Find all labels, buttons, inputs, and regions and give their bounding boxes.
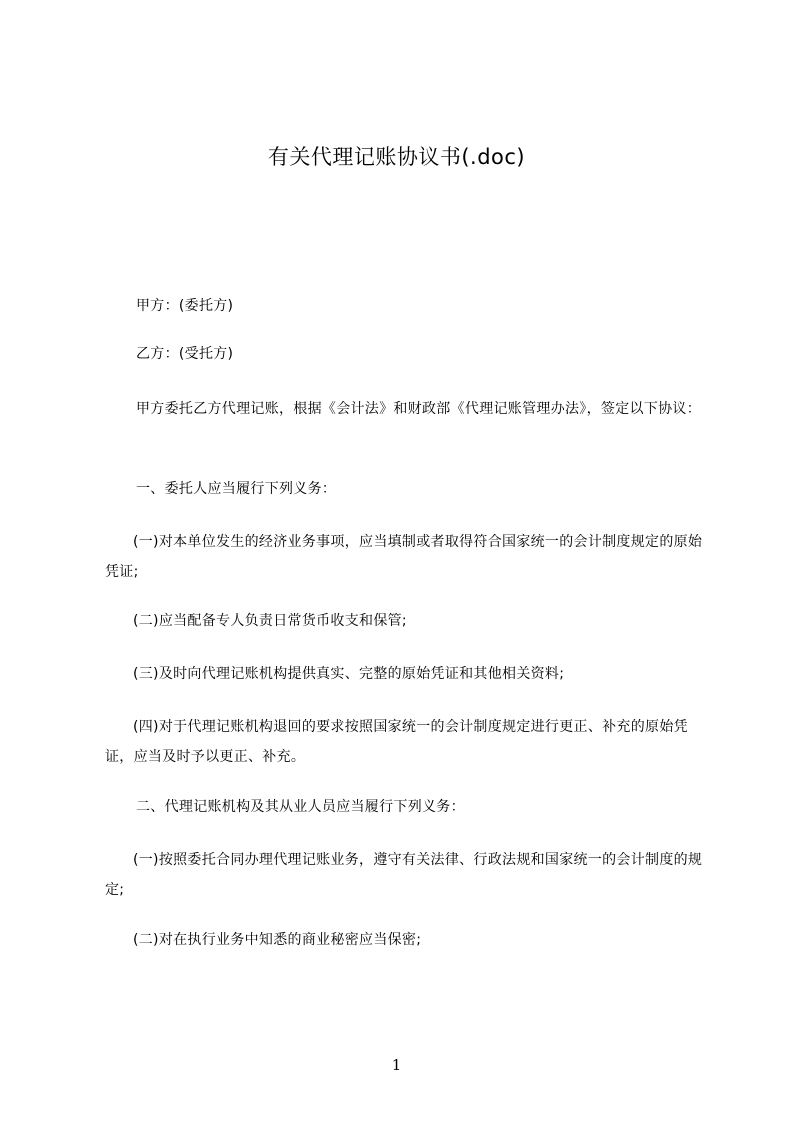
party-b-line: 乙方：(受托方) <box>136 346 234 362</box>
section-two-item-2: (二)对在执行业务中知悉的商业秘密应当保密; <box>133 932 422 948</box>
section-two-heading: 二、代理记账机构及其从业人员应当履行下列义务： <box>136 799 465 815</box>
party-a-line: 甲方：(委托方) <box>136 298 234 314</box>
intro-paragraph: 甲方委托乙方代理记账，根据《会计法》和财政部《代理记账管理办法》，签定以下协议： <box>136 401 701 417</box>
section-one-item-4: (四)对于代理记账机构退回的要求按照国家统一的会计制度规定进行更正、补充的原始凭证，应当及时予以更正、补充。 <box>105 719 688 765</box>
section-one-item-3: (三)及时向代理记账机构提供真实、完整的原始凭证和其他相关资料; <box>133 666 565 682</box>
section-two-item-1: (一)按照委托合同办理代理记账业务，遵守有关法律、行政法规和国家统一的会计制度的规定; <box>105 852 703 898</box>
section-one-item-2: (二)应当配备专人负责日常货币收支和保管; <box>133 613 407 629</box>
page-number: 1 <box>391 1056 402 1074</box>
section-one-item-1: (一)对本单位发生的经济业务事项，应当填制或者取得符合国家统一的会计制度规定的原始凭证; <box>105 534 703 580</box>
section-one-heading: 一、委托人应当履行下列义务： <box>136 481 337 497</box>
document-title: 有关代理记账协议书(.doc) <box>267 145 526 169</box>
